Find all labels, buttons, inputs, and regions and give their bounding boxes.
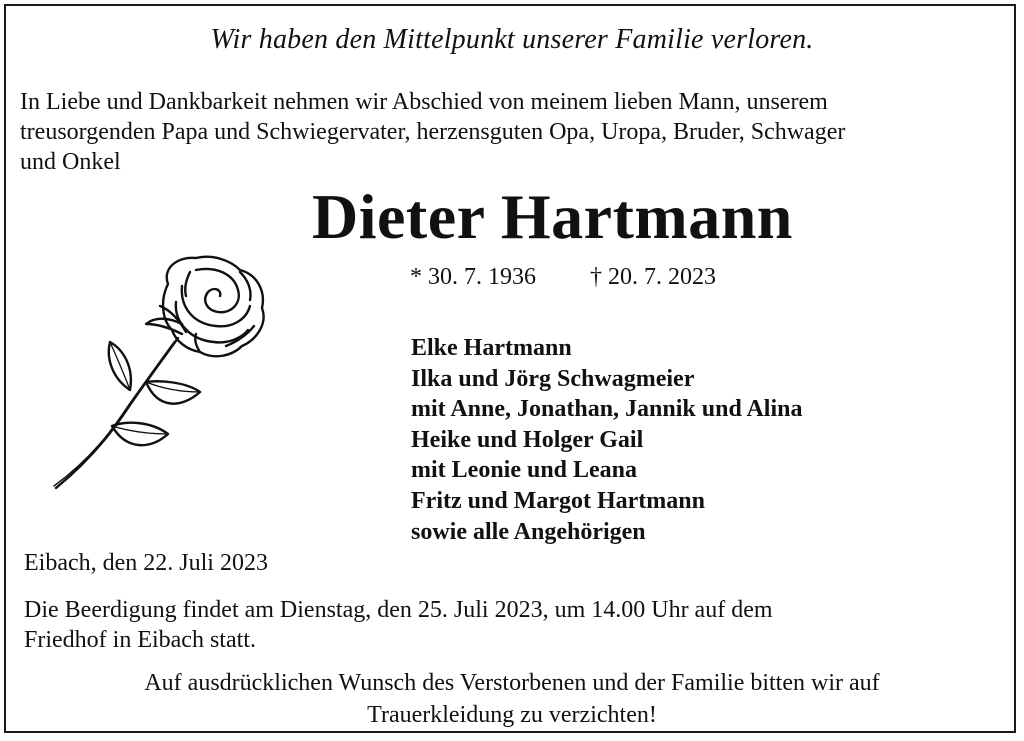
family-member-line: Heike und Holger Gail	[411, 426, 644, 453]
family-member-line: sowie alle Angehörigen	[411, 518, 646, 545]
death-date: † 20. 7. 2023	[590, 264, 716, 290]
funeral-line: Die Beerdigung findet am Dienstag, den 25. Juli 2023, um 14.00 Uhr auf dem	[24, 597, 773, 623]
intro-line: In Liebe und Dankbarkeit nehmen wir Abschied von meinem lieben Mann, unserem	[20, 89, 828, 115]
birth-date: * 30. 7. 1936	[410, 264, 536, 290]
funeral-line: Friedhof in Eibach statt.	[24, 627, 256, 653]
funeral-info	[24, 595, 984, 655]
dress-request	[0, 667, 1024, 731]
family-member-line: mit Anne, Jonathan, Jannik und Alina	[411, 396, 803, 423]
family-member-line: mit Leonie und Leana	[411, 457, 638, 484]
family-member-line: Elke Hartmann	[411, 335, 572, 361]
family-list	[411, 333, 803, 547]
intro-text	[20, 87, 1000, 177]
intro-line: und Onkel	[20, 149, 121, 175]
rose-icon	[50, 250, 270, 495]
motto-line: Wir haben den Mittelpunkt unserer Familie verloren.	[210, 24, 814, 55]
deceased-name: Dieter Hartmann	[312, 181, 793, 252]
intro-line: treusorgenden Papa und Schwiegervater, herzensguten Opa, Uropa, Bruder, Schwager	[20, 119, 846, 145]
request-line: Trauerkleidung zu verzichten!	[367, 702, 657, 728]
request-line: Auf ausdrücklichen Wunsch des Verstorbenen und der Familie bitten wir auf	[144, 670, 880, 696]
place-date: Eibach, den 22. Juli 2023	[24, 550, 268, 576]
family-member-line: Fritz und Margot Hartmann	[411, 487, 705, 514]
family-member-line: Ilka und Jörg Schwagmeier	[411, 365, 695, 392]
